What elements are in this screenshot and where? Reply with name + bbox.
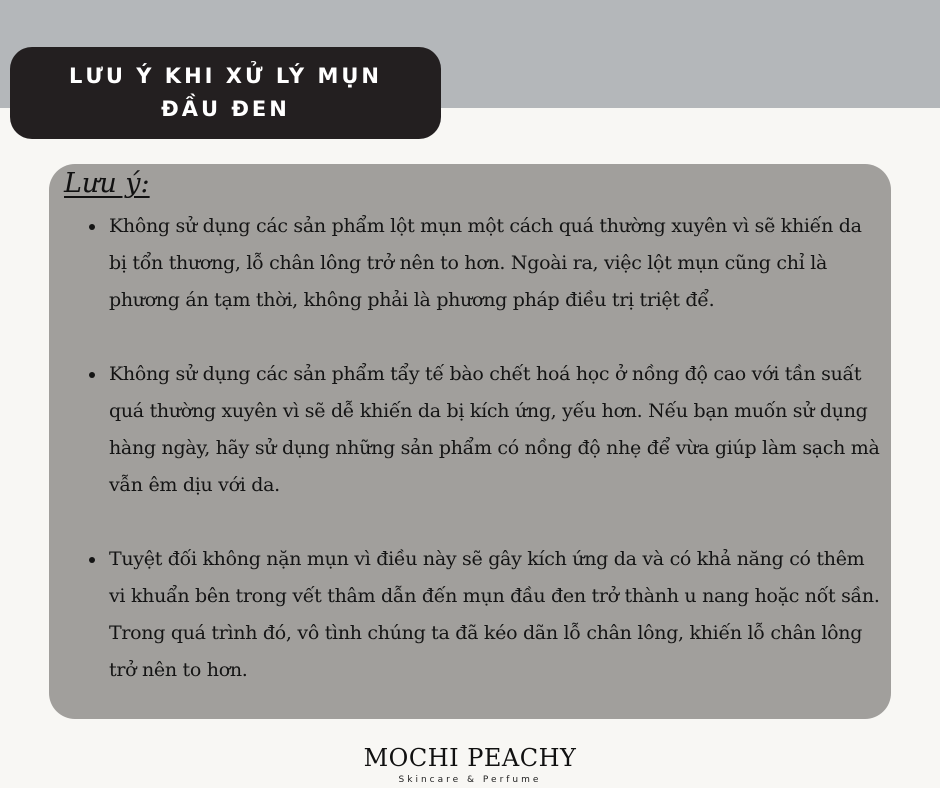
page-title-line-1: LƯU Ý KHI XỬ LÝ MỤN xyxy=(69,64,382,88)
note-heading: Lưu ý: xyxy=(64,168,150,199)
note-card xyxy=(49,164,891,719)
brand-tagline: Skincare & Perfume xyxy=(398,775,542,785)
note-item-no-squeezing: Tuyệt đối không nặn mụn vì điều này sẽ gây kích ứng da và có khả năng có thêm vi khuẩn bên trong vết thâm dẫn đến mụn đầu đen trở thành u nang hoặc nốt sần. Trong quá trình đó, vô tình chúng ta đã kéo dãn lỗ chân lông, khiến lỗ chân lông trở nên to hơn. xyxy=(89,541,884,689)
note-item-no-peeling: Không sử dụng các sản phẩm lột mụn một cách quá thường xuyên vì sẽ khiến da bị tổn thương, lỗ chân lông trở nên to hơn. Ngoài ra, việc lột mụn cũng chỉ là phương án tạm thời, không phải là phương pháp điều trị triệt để. xyxy=(89,208,884,319)
page-title-line-2: ĐẦU ĐEN xyxy=(161,97,290,121)
brand-footer xyxy=(0,743,940,786)
note-list xyxy=(89,208,884,689)
note-item-no-strong-exfoliant: Không sử dụng các sản phẩm tẩy tế bào chết hoá học ở nồng độ cao với tần suất quá thường xuyên vì sẽ dễ khiến da bị kích ứng, yếu hơn. Nếu bạn muốn sử dụng hàng ngày, hãy sử dụng những sản phẩm có nồng độ nhẹ để vừa giúp làm sạch mà vẫn êm dịu với da. xyxy=(89,356,884,504)
brand-logo-name: MOCHI PEACHY xyxy=(363,744,577,772)
title-box xyxy=(10,47,441,139)
